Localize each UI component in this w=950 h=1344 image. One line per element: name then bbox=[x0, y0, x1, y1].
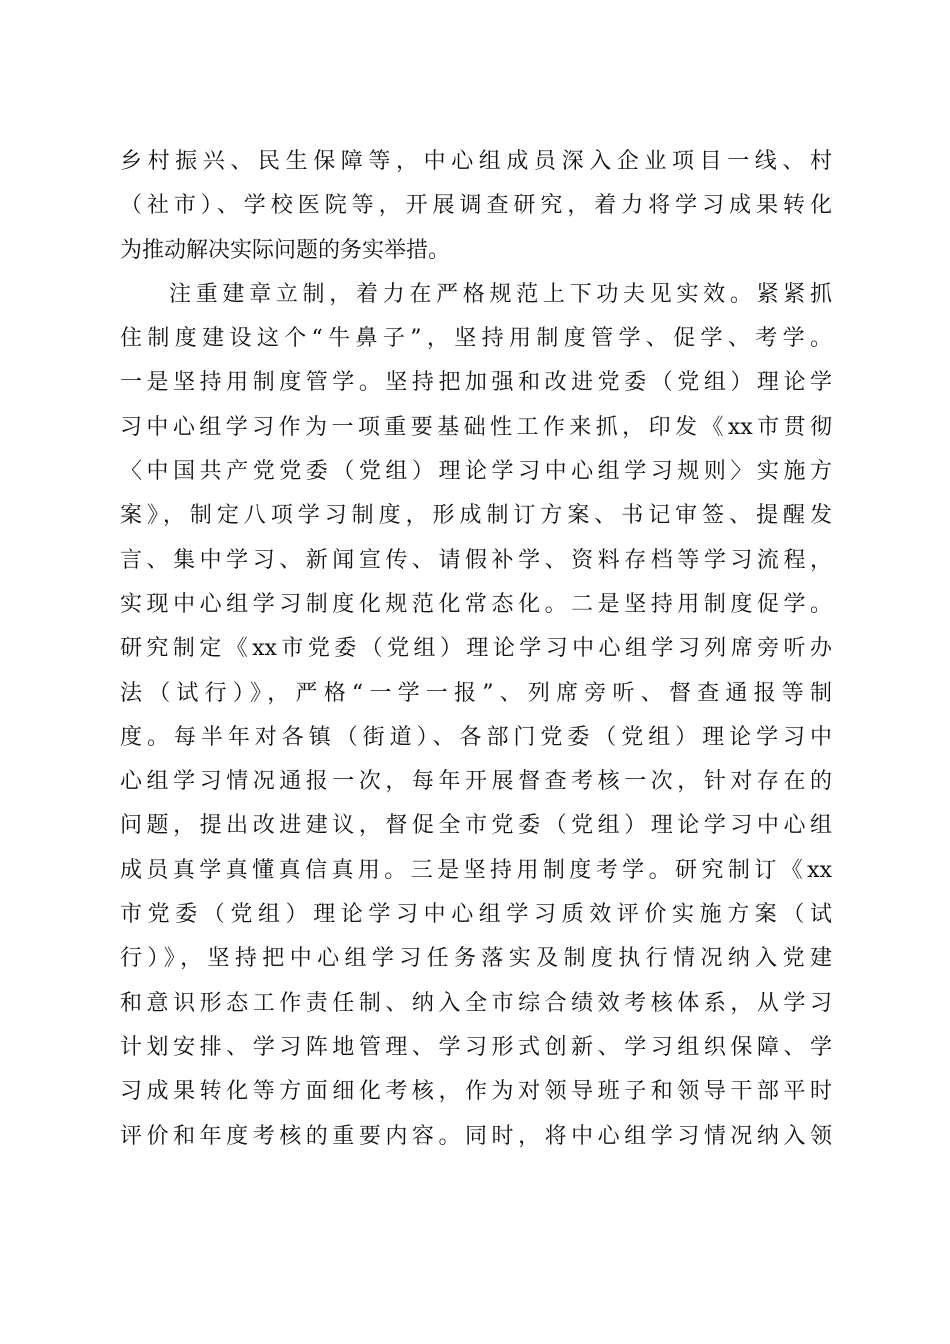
text-line: 言、集中学习、新闻宣传、请假补学、资料存档等学习流程， bbox=[120, 547, 832, 573]
text-line: （社市）、学校医院等，开展调查研究，着力将学习成果转化 bbox=[120, 193, 832, 219]
text-line: 乡村振兴、民生保障等，中心组成员深入企业项目一线、村 bbox=[120, 149, 832, 174]
text-line: 案》，制定八项学习制度，形成制订方案、书记审签、提醒发 bbox=[120, 503, 832, 529]
text-line: 和意识形态工作责任制、纳入全市综合绩效考核体系，从学习 bbox=[120, 990, 832, 1016]
text-line: 度。每半年对各镇（街道）、各部门党委（党组）理论学习中 bbox=[120, 724, 832, 750]
document-body bbox=[120, 140, 832, 1159]
text-line: 评价和年度考核的重要内容。同时，将中心组学习情况纳入领 bbox=[120, 1123, 832, 1149]
text-line: 一是坚持用制度管学。坚持把加强和改进党委（党组）理论学 bbox=[120, 370, 832, 396]
text-line: 为推动解决实际问题的务实举措。 bbox=[120, 237, 451, 263]
text-line: 法（试行）》，严格“一学一报”、列席旁听、督查通报等制 bbox=[120, 680, 832, 706]
text-line: 〈中国共产党党委（党组）理论学习中心组学习规则〉实施方 bbox=[120, 459, 832, 485]
text-line: 研究制定《xx市党委（党组）理论学习中心组学习列席旁听办 bbox=[120, 636, 832, 662]
text-line: 计划安排、学习阵地管理、学习形式创新、学习组织保障、学 bbox=[120, 1034, 832, 1060]
text-line: 习中心组学习作为一项重要基础性工作来抓，印发《xx市贯彻 bbox=[120, 414, 832, 440]
text-line: 注重建章立制，着力在严格规范上下功夫见实效。紧紧抓 bbox=[169, 281, 832, 307]
text-line: 习成果转化等方面细化考核，作为对领导班子和领导干部平时 bbox=[120, 1079, 832, 1105]
text-line: 行）》，坚持把中心组学习任务落实及制度执行情况纳入党建 bbox=[120, 946, 832, 972]
text-line: 成员真学真懂真信真用。三是坚持用制度考学。研究制订《xx bbox=[120, 857, 832, 883]
text-line: 问题，提出改进建议，督促全市党委（党组）理论学习中心组 bbox=[120, 813, 832, 839]
text-line: 心组学习情况通报一次，每年开展督查考核一次，针对存在的 bbox=[120, 769, 832, 795]
text-line: 市党委（党组）理论学习中心组学习质效评价实施方案（试 bbox=[120, 902, 832, 928]
text-line: 住制度建设这个“牛鼻子”，坚持用制度管学、促学、考学。 bbox=[120, 326, 832, 352]
text-line: 实现中心组学习制度化规范化常态化。二是坚持用制度促学。 bbox=[120, 591, 832, 617]
